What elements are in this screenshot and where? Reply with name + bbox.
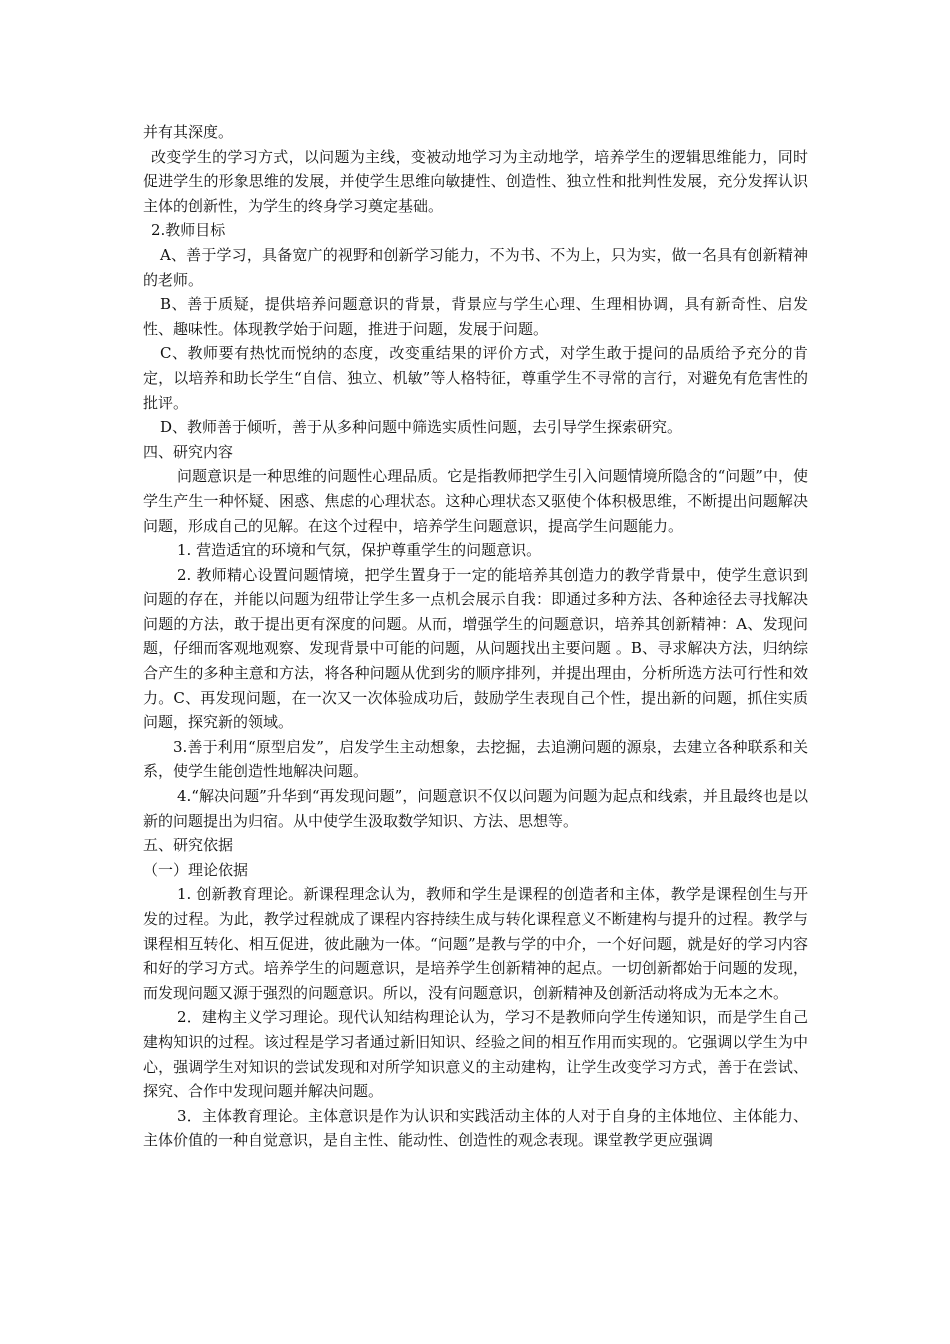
paragraph: 3．主体教育理论。主体意识是作为认识和实践活动主体的人对于自身的主体地位、主体能力、主体价值的一种自觉意识，是自主性、能动性、创造性的观念表现。课堂教学更应强调 [143,1106,808,1150]
paragraph: A、善于学习，具备宽广的视野和创新学习能力，不为书、不为上，只为实，做一名具有创新精神的老师。 [143,245,808,289]
paragraph: 1. 创新教育理论。新课程理念认为，教师和学生是课程的创造者和主体，教学是课程创生与开发的过程。为此，教学过程就成了课程内容持续生成与转化课程意义不断建构与提升的过程。教学与课程相互转化、相互促进，彼此融为一体。“问题”是教与学的中介，一个好问题，就是好的学习内容和好的学习方式。培养学生的问题意识，是培养学生创新精神的起点。一切创新都始于问题的发现，而发现问题又源于强烈的问题意识。所以，没有问题意识，创新精神及创新活动将成为无本之木。 [143,885,808,1002]
section-heading: 四、研究内容 [143,442,234,461]
section-subheading: （一）理论依据 [143,860,249,879]
paragraph: C、教师要有热忱而悦纳的态度，改变重结果的评价方式，对学生敢于提问的品质给予充分的肯定，以培养和助长学生“自信、独立、机敏”等人格特征，尊重学生不寻常的言行，对避免有危害性的批评。 [143,344,808,412]
section-heading: 五、研究依据 [143,836,234,855]
paragraph: 2. 教师精心设置问题情境，把学生置身于一定的能培养其创造力的教学背景中，使学生意识到问题的存在，并能以问题为纽带让学生多一点机会展示自我：即通过多种方法、各种途径去寻找解决问题的方法，敢于提出更有深度的问题。从而，增强学生的问题意识，培养其创新精神：A、发现问题，仔细而客观地观察、发现背景中可能的问题，从问题找出主要问题 。B、寻求解决方法，归纳综合产生的多种主意和方法，将各种问题从优到劣的顺序排列，并提出理由，分析所选方法可行性和效力。C、再发现问题，在一次又一次体验成功后，鼓励学生表现自己个性，提出新的问题，抓住实质问题，探究新的领域。 [143,565,808,732]
paragraph: D、教师善于倾听，善于从多种问题中筛选实质性问题，去引导学生探索研究。 [160,418,683,437]
document-page [143,120,808,1153]
paragraph: 改变学生的学习方式，以问题为主线，变被动地学习为主动地学，培养学生的逻辑思维能力，同时促进学生的形象思维的发展，并使学生思维向敏捷性、创造性、独立性和批判性发展，充分发挥认识主体的创新性，为学生的终身学习奠定基础。 [143,147,808,215]
section-subheading: 2.教师目标 [151,221,226,240]
paragraph: 1. 营造适宜的环境和气氛，保护尊重学生的问题意识。 [177,541,542,560]
paragraph: 问题意识是一种思维的问题性心理品质。它是指教师把学生引入问题情境所隐含的“问题”中，使学生产生一种怀疑、困惑、焦虑的心理状态。这种心理状态又驱使个体积极思维，不断提出问题解决问题，形成自己的见解。在这个过程中，培养学生问题意识，提高学生问题能力。 [143,467,808,535]
paragraph: 并有其深度。 [143,123,234,141]
paragraph: 2．建构主义学习理论。现代认知结构理论认为，学习不是教师向学生传递知识，而是学生自己建构知识的过程。该过程是学习者通过新旧知识、经验之间的相互作用而实现的。它强调以学生为中心，强调学生对知识的尝试发现和对所学知识意义的主动建构，让学生改变学习方式，善于在尝试、探究、合作中发现问题并解决问题。 [143,1008,808,1101]
paragraph: 3.善于利用“原型启发”，启发学生主动想象，去挖掘，去追溯问题的源泉，去建立各种联系和关系，使学生能创造性地解决问题。 [143,737,808,781]
paragraph: B、善于质疑，提供培养问题意识的背景，背景应与学生心理、生理相协调，具有新奇性、启发性、趣味性。体现教学始于问题，推进于问题，发展于问题。 [143,295,808,338]
paragraph: 4.“解决问题”升华到“再发现问题”，问题意识不仅以问题为问题为起点和线索，并且最终也是以新的问题提出为归宿。从中使学生汲取数学知识、方法、思想等。 [143,787,808,830]
